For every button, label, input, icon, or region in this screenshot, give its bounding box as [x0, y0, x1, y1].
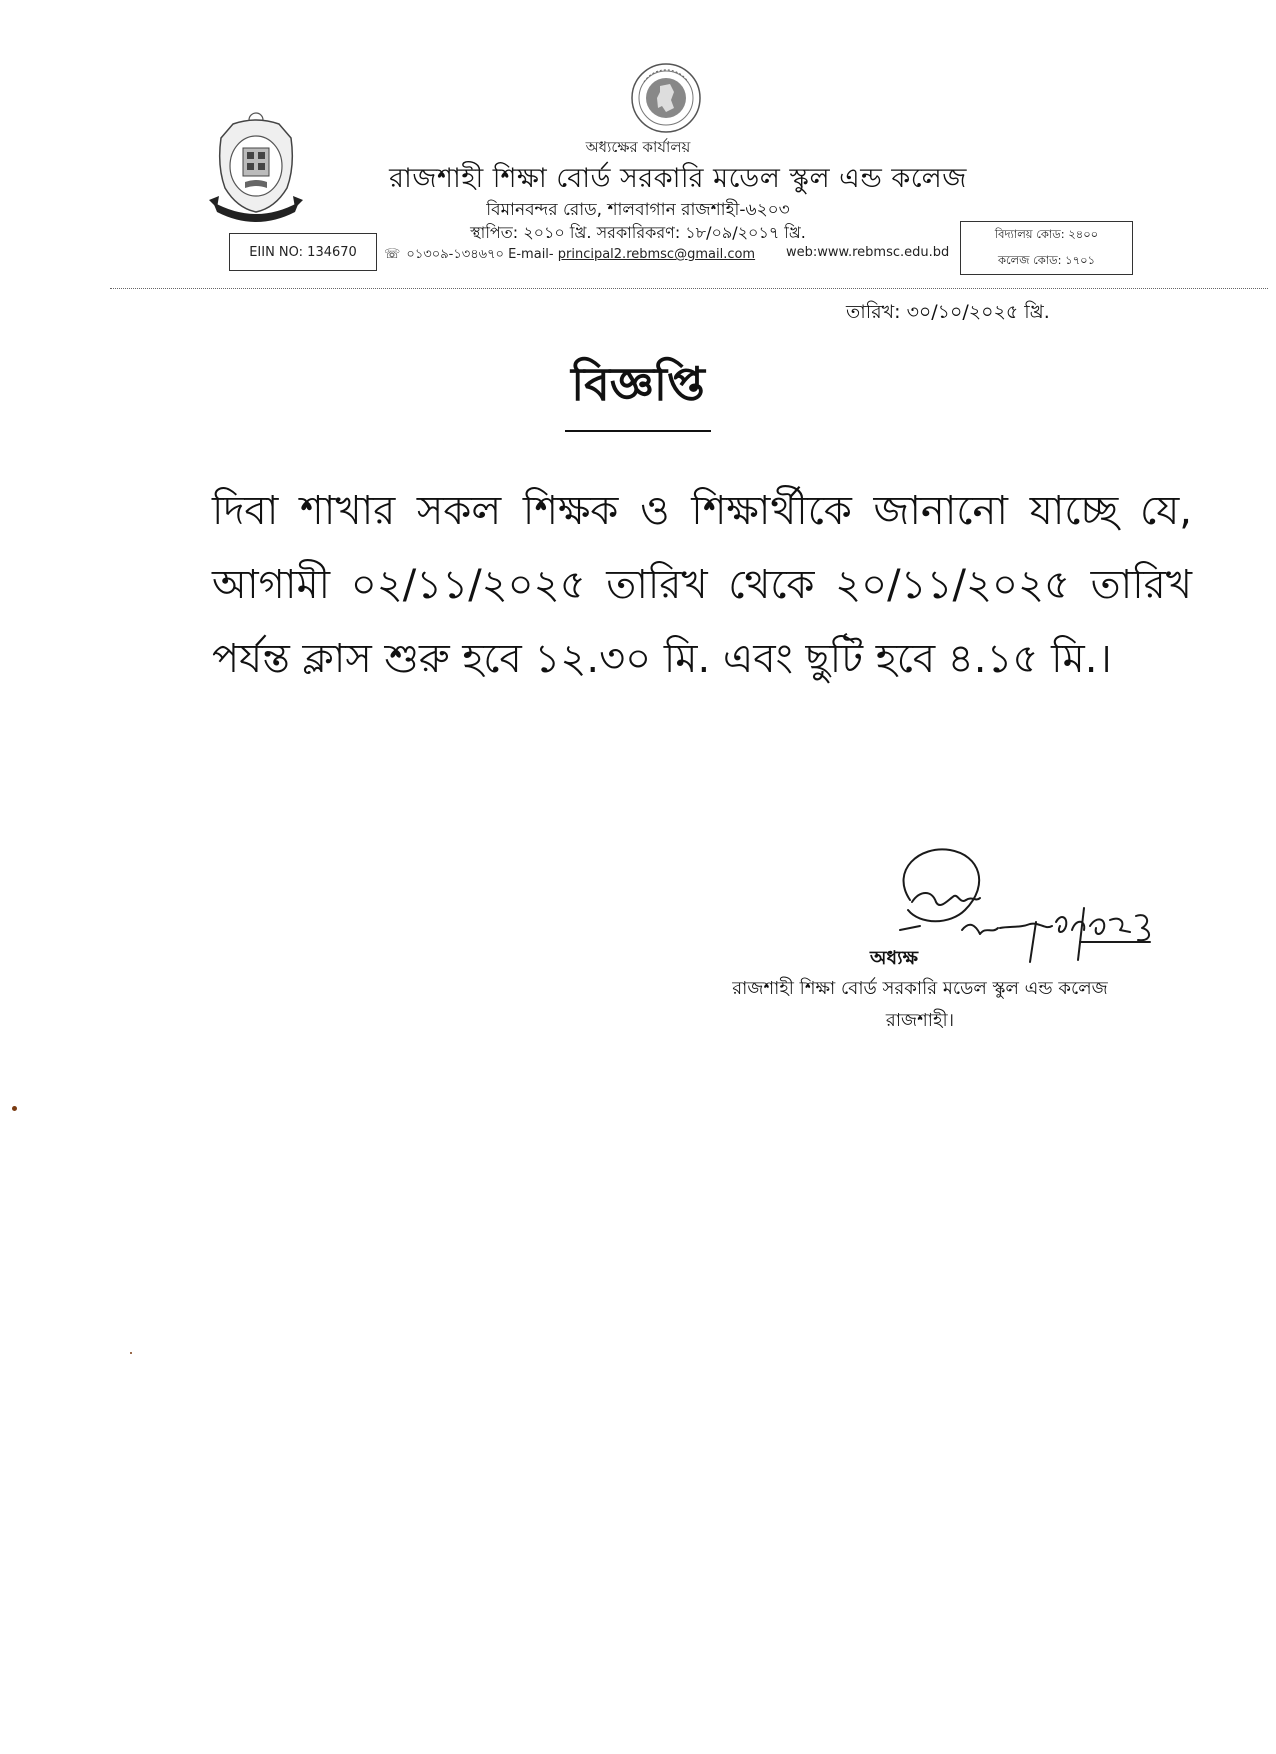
notice-title-wrap: [0, 350, 1276, 432]
established-info: স্থাপিত: ২০১০ খ্রি. সরকারিকরণ: ১৮/০৯/২০১৭ খ্রি.: [470, 223, 806, 242]
contact-line: [384, 245, 755, 266]
scan-speck: [12, 1106, 17, 1111]
school-name-heading: রাজশাহী শিক্ষা বোর্ড সরকারি মডেল স্কুল এন্ড কলেজ: [389, 163, 967, 194]
phone-icon: ☏: [384, 247, 401, 262]
notice-body: দিবা শাখার সকল শিক্ষক ও শিক্ষার্থীকে জানানো যাচ্ছে যে, আগামী ০২/১১/২০২৫ তারিখ থেকে ২০/১১/২০২৫ তারিখ পর্যন্ত ক্লাস শুরু হবে ১২.৩০ মি. এবং ছুটি হবে ৪.১৫ মি.।: [212, 488, 1192, 682]
signatory-city: রাজশাহী।: [885, 1010, 955, 1031]
school-address: বিমানবন্দর রোড, শালবাগান রাজশাহী-৬২০৩: [486, 200, 790, 220]
email-label: E-mail-: [508, 247, 554, 262]
signatory-organization: রাজশাহী শিক্ষা বোর্ড সরকারি মডেল স্কুল এন্ড কলেজ: [732, 978, 1108, 999]
college-code: কলেজ কোড: ১৭০১: [997, 252, 1096, 267]
notice-date: তারিখ: ৩০/১০/২০২৫ খ্রি.: [846, 301, 1050, 323]
government-emblem-icon: [630, 62, 702, 134]
school-code: বিদ্যালয় কোড: ২৪০০: [994, 226, 1099, 241]
email-address: principal2.rebmsc@gmail.com: [557, 247, 756, 262]
signatory-title: অধ্যক্ষ: [870, 947, 919, 969]
phone-number: ০১৩০৯-১৩৪৬৭০: [406, 247, 505, 262]
office-label: অধ্যক্ষের কার্যালয়: [585, 138, 691, 156]
eiin-box: [229, 233, 377, 271]
signature-handwritten-date: ৩০/১০/২০২৫: [880, 830, 886, 831]
notice-title: বিজ্ঞপ্তি: [565, 350, 711, 432]
institution-code-box: [960, 221, 1133, 275]
header-divider: [110, 288, 1268, 289]
scan-speck: [130, 1352, 132, 1354]
website-address: web:www.rebmsc.edu.bd: [786, 245, 950, 260]
eiin-number: EIIN NO: 134670: [249, 244, 357, 260]
handwritten-signature: [880, 830, 1170, 970]
